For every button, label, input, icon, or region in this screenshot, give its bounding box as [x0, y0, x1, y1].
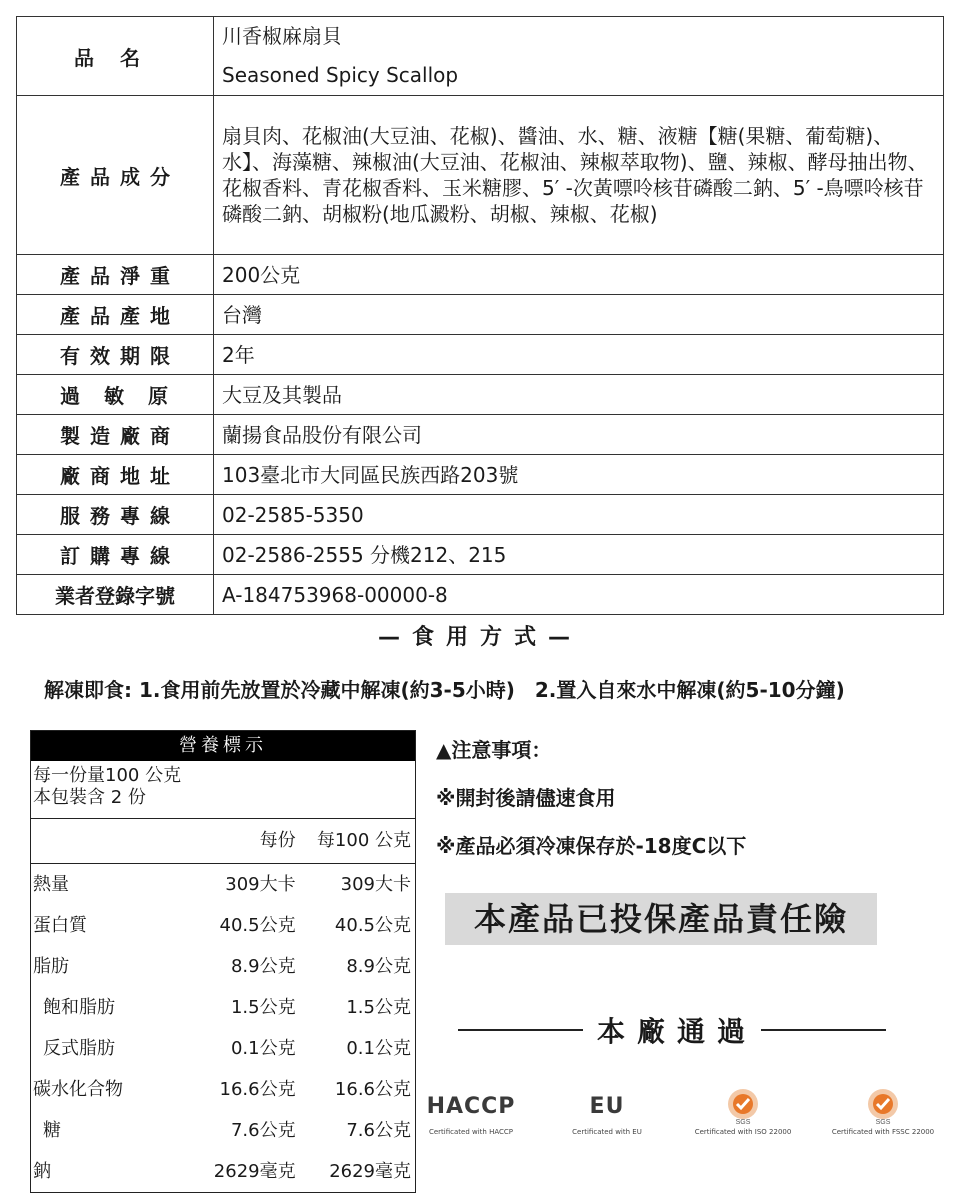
nutrient-per-serving: 8.9公克 [230, 956, 296, 977]
certification-title-text: 本廠通過 [597, 1015, 758, 1048]
eu-word: EU [589, 1093, 625, 1119]
insurance-banner: 本產品已投保產品責任險 [445, 893, 877, 945]
row-label: 業者登錄字號 [17, 575, 214, 615]
nutrition-row [31, 946, 415, 987]
nutrient-name: 反式脂肪 [43, 1038, 115, 1059]
name-value-cell [214, 17, 944, 96]
note-item: ※開封後請儘速食用 [436, 786, 616, 810]
eu-logo [542, 1086, 672, 1136]
row-value: 02-2585-5350 [214, 495, 944, 535]
col-per-100g: 每100 公克 [316, 830, 411, 851]
nutrient-name: 熱量 [33, 874, 69, 895]
nutrient-per-serving: 40.5公克 [219, 915, 296, 936]
product-info-table [16, 16, 944, 615]
ingredients-label: 產品成分 [60, 164, 180, 189]
notes-section [436, 736, 746, 880]
certification-title [458, 1012, 886, 1048]
serving-size: 每一份量100 公克 [33, 765, 182, 786]
nutrient-name: 脂肪 [33, 956, 69, 977]
haccp-logo [406, 1086, 536, 1136]
nutrition-row [31, 1151, 415, 1192]
row-label: 訂購專線 [17, 535, 214, 575]
divider [458, 1029, 583, 1031]
nutrition-row [31, 1028, 415, 1069]
col-per-serving: 每份 [259, 830, 296, 851]
nutrition-row [31, 1069, 415, 1110]
row-label: 廠商地址 [17, 455, 214, 495]
row-value: 台灣 [214, 295, 944, 335]
sgs-badge-icon [723, 1086, 763, 1126]
product-name-zh: 川香椒麻扇貝 [222, 24, 342, 48]
nutrient-name: 飽和脂肪 [43, 997, 115, 1018]
logo-caption: Certificated with HACCP [428, 1128, 514, 1136]
nutrient-per-serving: 309大卡 [225, 874, 296, 895]
row-label: 產品產地 [17, 295, 214, 335]
certification-logos [426, 1086, 950, 1146]
nutrition-row [31, 1110, 415, 1151]
nutrition-row [31, 864, 415, 905]
nutrient-per-serving: 1.5公克 [230, 997, 296, 1018]
nutrient-per-100g: 309大卡 [340, 874, 411, 895]
nutrition-title: 營養標示 [31, 731, 415, 761]
nutrient-per-serving: 7.6公克 [230, 1120, 296, 1141]
row-value: 02-2586-2555 分機212、215 [214, 535, 944, 575]
divider [761, 1029, 886, 1031]
row-label: 產品淨重 [17, 255, 214, 295]
notes-title: ▲注意事項： [436, 738, 552, 762]
nutrient-per-serving: 0.1公克 [230, 1038, 296, 1059]
nutrient-per-100g: 2629毫克 [329, 1161, 411, 1182]
nutrient-per-100g: 1.5公克 [346, 997, 411, 1018]
nutrition-row [31, 987, 415, 1028]
row-label: 製造廠商 [17, 415, 214, 455]
name-label-cell [17, 17, 214, 96]
nutrient-per-100g: 0.1公克 [346, 1038, 411, 1059]
nutrient-per-100g: 40.5公克 [334, 915, 411, 936]
nutrient-per-serving: 16.6公克 [219, 1079, 296, 1100]
row-value: 大豆及其製品 [214, 375, 944, 415]
name-label: 品名 [74, 45, 166, 70]
nutrient-name: 蛋白質 [33, 915, 87, 936]
row-label: 服務專線 [17, 495, 214, 535]
haccp-word: HACCP [426, 1093, 516, 1119]
sgs-iso-logo [678, 1086, 808, 1136]
row-value: 103臺北市大同區民族西路203號 [214, 455, 944, 495]
serving-info [31, 761, 415, 819]
ingredients-value: 扇貝肉、花椒油(大豆油、花椒)、醬油、水、糖、液糖【糖(果糖、葡萄糖)、水】、海藻糖、辣椒油(大豆油、花椒油、辣椒萃取物)、鹽、辣椒、酵母抽出物、花椒香料、青花椒香料、玉米糖膠、5′ -次黃嘌呤核苷磷酸二鈉、5′ -鳥嘌呤核苷磷酸二鈉、胡椒粉(地瓜澱粉、胡椒、辣椒、花椒) [214, 96, 944, 255]
logo-caption: Certificated with EU [572, 1128, 642, 1136]
logo-caption: Certificated with FSSC 22000 [831, 1128, 935, 1136]
usage-title: —食用方式— [377, 625, 582, 650]
nutrition-column-header [31, 819, 415, 864]
logo-caption: Certificated with ISO 22000 [694, 1128, 792, 1136]
note-item: ※產品必須冷凍保存於-18度C以下 [436, 834, 747, 858]
nutrient-per-serving: 2629毫克 [213, 1161, 296, 1182]
nutrient-name: 糖 [43, 1120, 61, 1141]
nutrient-per-100g: 8.9公克 [346, 956, 411, 977]
servings-per-pack: 本包裝含 2 份 [33, 787, 146, 808]
sgs-badge-icon [863, 1086, 903, 1126]
row-value: A-184753968-00000-8 [214, 575, 944, 615]
nutrition-row [31, 905, 415, 946]
nutrient-per-100g: 16.6公克 [334, 1079, 411, 1100]
nutrient-name: 碳水化合物 [33, 1079, 123, 1100]
nutrition-table [30, 730, 416, 1193]
sgs-fssc-logo [818, 1086, 948, 1136]
row-value: 蘭揚食品股份有限公司 [214, 415, 944, 455]
row-label: 有效期限 [17, 335, 214, 375]
sgs-text: SGS [735, 1119, 751, 1126]
ingredients-label-cell [17, 96, 214, 255]
col-blank [31, 819, 172, 863]
nutrient-per-100g: 7.6公克 [346, 1120, 411, 1141]
product-name-en: Seasoned Spicy Scallop [222, 63, 459, 87]
sgs-text: SGS [875, 1119, 891, 1126]
row-label: 過敏原 [17, 375, 214, 415]
nutrient-name: 鈉 [33, 1161, 51, 1182]
row-value: 200公克 [214, 255, 944, 295]
usage-instructions: 解凍即食: 1.食用前先放置於冷藏中解凍(約3-5小時) 2.置入自來水中解凍(約5-10分鐘) [44, 678, 845, 702]
row-value: 2年 [214, 335, 944, 375]
